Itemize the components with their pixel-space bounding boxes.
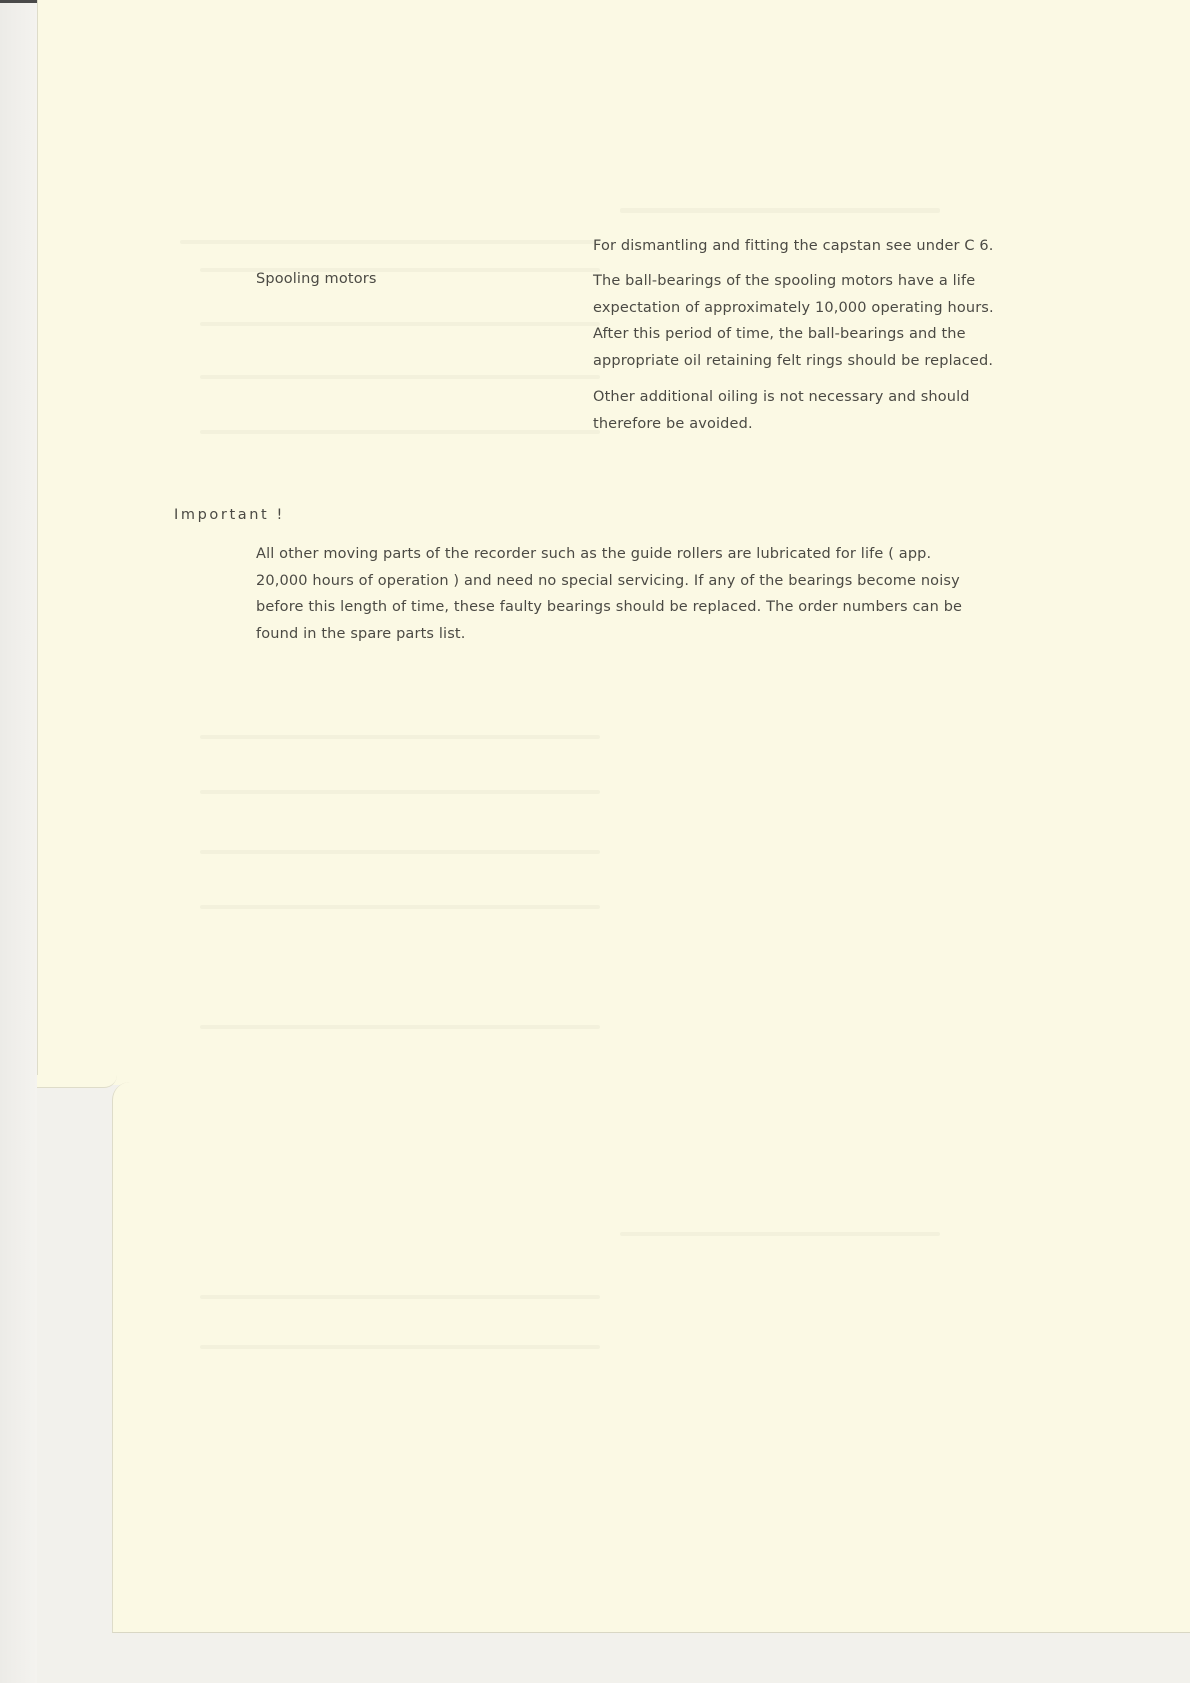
paragraph-line: therefore be avoided. (593, 415, 753, 432)
spooling-motors-paragraph-2 (593, 384, 970, 437)
paragraph-line: The ball-bearings of the spooling motors have a life (593, 273, 976, 289)
paragraph-line: Other additional oiling is not necessary and should (593, 389, 970, 405)
paragraph-line: appropriate oil retaining felt rings should be replaced. (593, 352, 994, 369)
paragraph-line: 20,000 hours of operation ) and need no special servicing. If any of the bearings become noisy (256, 572, 960, 589)
document-page-lower (112, 1082, 1190, 1633)
section-label-spooling-motors: Spooling motors (256, 271, 377, 287)
paragraph-line: All other moving parts of the recorder such as the guide rollers are lubricated for life ( app. (256, 546, 932, 562)
spooling-motors-paragraph-1 (593, 268, 994, 374)
paragraph-line: found in the spare parts list. (256, 625, 466, 642)
capstan-note: For dismantling and fitting the capstan see under C 6. (593, 238, 994, 254)
paragraph-line: before this length of time, these faulty bearings should be replaced. The order numbers can be (256, 599, 963, 615)
important-paragraph (256, 541, 962, 647)
paragraph-line: After this period of time, the ball-bearings and the (593, 326, 966, 342)
scanner-background (0, 0, 37, 1683)
scan-edge-mark (0, 0, 37, 3)
important-heading: Important ! (174, 507, 285, 523)
paragraph-line: expectation of approximately 10,000 operating hours. (593, 299, 994, 316)
page-notch (37, 1075, 117, 1088)
